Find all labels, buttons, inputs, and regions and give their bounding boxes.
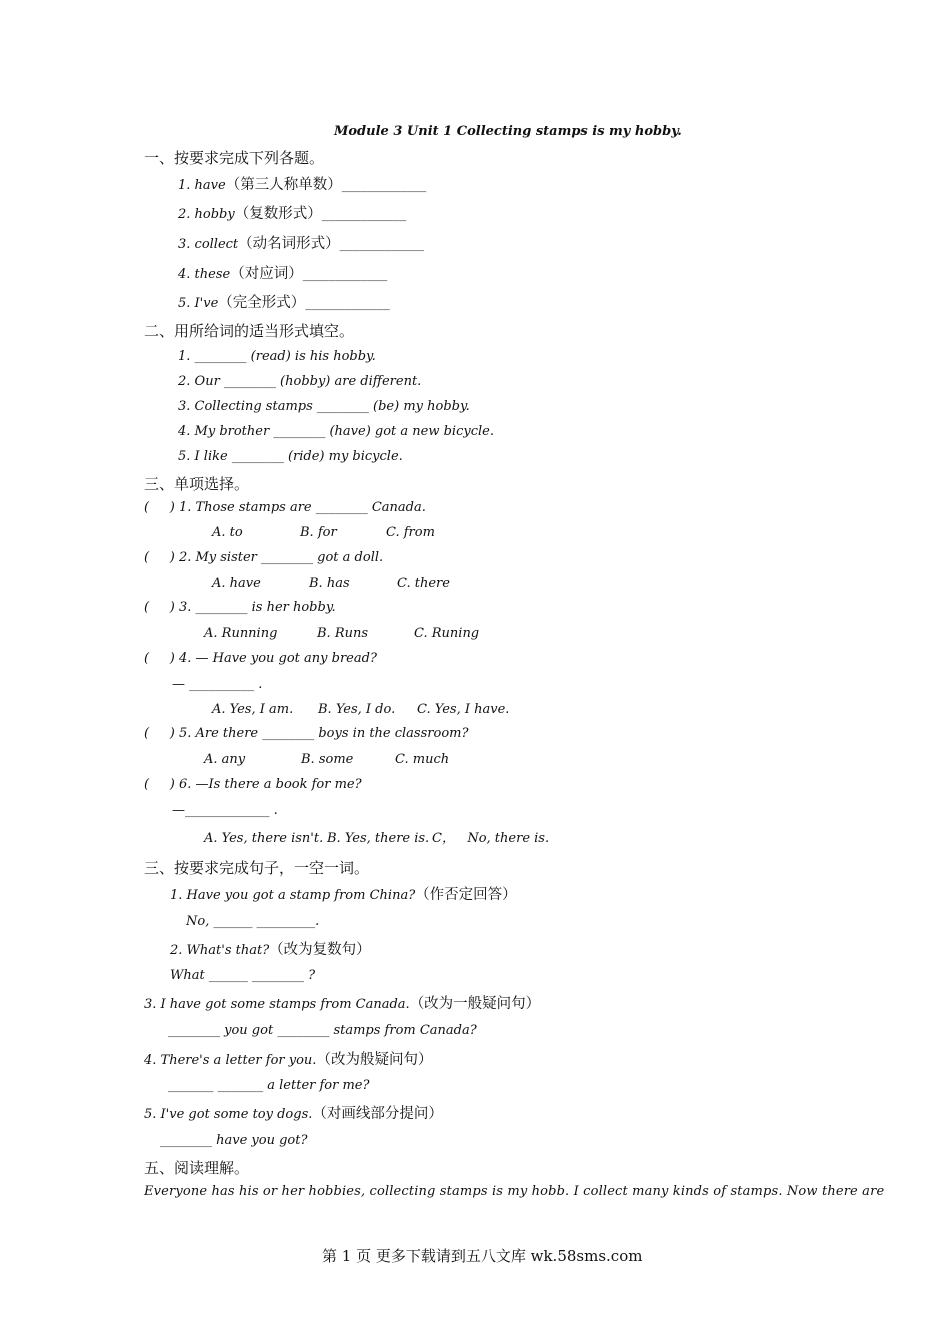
mc-q5-option-a: A. any — [204, 752, 246, 767]
mc-q4-option-b: B. Yes, I do. — [318, 702, 396, 717]
s2-item-2: 2. Our ________ (hobby) are different. — [178, 374, 422, 389]
s4-item-1-answer: No, ______ _________. — [186, 914, 320, 929]
mc-q1-option-a: A. to — [212, 525, 243, 540]
mc-q4-option-c: C. Yes, I have. — [417, 702, 510, 717]
mc-q2-option-a: A. have — [212, 576, 261, 591]
mc-q2-stem: ( ) 2. My sister ________ got a doll. — [144, 550, 384, 565]
mc-q3-stem: ( ) 3. ________ is her hobby. — [144, 600, 336, 615]
section-1-heading: 一、按要求完成下列各题。 — [144, 149, 325, 167]
s4-item-5: 5. I've got some toy dogs.（对画线部分提问） — [144, 1106, 443, 1122]
s2-item-1: 1. ________ (read) is his hobby. — [178, 349, 376, 364]
s2-item-3: 3. Collecting stamps ________ (be) my hobby. — [178, 399, 470, 414]
s4-item-2-answer: What ______ ________ ? — [170, 968, 316, 983]
section-4-heading: 三、按要求完成句子，一空一词。 — [144, 859, 370, 877]
mc-q6-option-a: A. Yes, there isn't. — [204, 831, 324, 846]
s1-item-2: 2. hobby（复数形式）_____________ — [178, 206, 407, 222]
mc-q5-option-b: B. some — [301, 752, 354, 767]
mc-q4-option-a: A. Yes, I am. — [212, 702, 294, 717]
s4-item-2: 2. What's that?（改为复数句） — [170, 942, 371, 958]
s4-item-4-answer: _______ _______ a letter for me? — [168, 1078, 370, 1093]
mc-q6-option-b: B. Yes, there is. — [327, 831, 430, 846]
s4-item-5-answer: ________ have you got? — [160, 1133, 308, 1148]
s4-item-1: 1. Have you got a stamp from China?（作否定回答） — [170, 887, 517, 903]
mc-q6-reply: —_____________ . — [172, 803, 278, 818]
mc-q5-stem: ( ) 5. Are there ________ boys in the classroom? — [144, 726, 469, 741]
s4-item-3-answer: ________ you got ________ stamps from Canada? — [168, 1023, 477, 1038]
mc-q3-option-a: A. Running — [204, 626, 278, 641]
section-5-heading: 五、阅读理解。 — [144, 1159, 250, 1177]
s1-item-1: 1. have（第三人称单数）_____________ — [178, 177, 427, 193]
mc-q6-option-c: C， No, there is. — [432, 831, 550, 846]
mc-q2-option-c: C. there — [397, 576, 450, 591]
mc-q3-option-b: B. Runs — [317, 626, 369, 641]
page-title: Module 3 Unit 1 Collecting stamps is my hobby. — [334, 124, 682, 139]
s1-item-5: 5. I've（完全形式）_____________ — [178, 295, 390, 311]
s2-item-4: 4. My brother ________ (have) got a new bicycle. — [178, 424, 494, 439]
mc-q1-option-b: B. for — [300, 525, 337, 540]
s2-item-5: 5. I like ________ (ride) my bicycle. — [178, 449, 403, 464]
section-3-heading: 三、单项选择。 — [144, 475, 250, 493]
mc-q4-stem: ( ) 4. — Have you got any bread? — [144, 651, 377, 666]
reading-passage: Everyone has his or her hobbies, collecting stamps is my hobb. I collect many kinds of stamps. Now there are — [144, 1184, 885, 1199]
s1-item-4: 4. these（对应词）_____________ — [178, 266, 388, 282]
s4-item-4: 4. There's a letter for you.（改为般疑问句） — [144, 1052, 433, 1068]
mc-q4-reply: — __________ . — [172, 677, 263, 692]
mc-q3-option-c: C. Runing — [414, 626, 480, 641]
s1-item-3: 3. collect（动名词形式）_____________ — [178, 236, 425, 252]
mc-q1-stem: ( ) 1. Those stamps are ________ Canada. — [144, 500, 426, 515]
page-footer: 第 1 页 更多下载请到五八文库 wk.58sms.com — [322, 1247, 643, 1265]
mc-q1-option-c: C. from — [386, 525, 435, 540]
s4-item-3: 3. I have got some stamps from Canada.（改为一般疑问句） — [144, 996, 541, 1012]
mc-q2-option-b: B. has — [309, 576, 350, 591]
section-2-heading: 二、用所给词的适当形式填空。 — [144, 322, 355, 340]
mc-q6-stem: ( ) 6. —Is there a book for me? — [144, 777, 362, 792]
mc-q5-option-c: C. much — [395, 752, 450, 767]
